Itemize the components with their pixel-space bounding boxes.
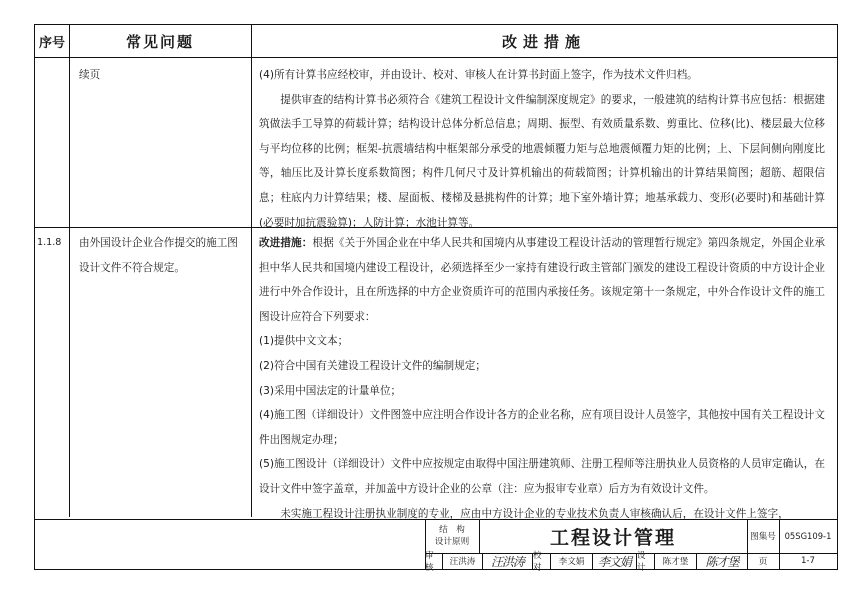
row2-item-4: (4)施工图（详细设计）文件图签中应注明合作设计各方的企业名称，应有项目设计人员签字，其他按中国有关工程设计文件出图规定办理； (259, 409, 825, 446)
column-divider-1 (69, 25, 70, 517)
titleblock-title: 工程设计管理 (549, 526, 676, 549)
row2-problem-text: 由外国设计企业合作提交的施工图设计文件不符合规定。 (79, 237, 238, 274)
row2-item-2: (2)符合中国有关建设工程设计文件的编制规定； (259, 359, 486, 372)
row2-item-1: (1)提供中文文本； (259, 335, 349, 348)
row2-intro-paragraph (259, 231, 825, 329)
page-number: 1-7 (800, 556, 816, 566)
check-signature (593, 553, 637, 569)
design-label: 设计 (637, 553, 655, 569)
header-common-problems: 常见问题 (125, 32, 194, 51)
atlas-number: 05SG109-1 (784, 531, 832, 541)
row1-paragraph-2: 提供审查的结构计算书必须符合《建筑工程设计文件编制深度规定》的要求，一般建筑的结构计算书应包括：根据建筑做法手工导算的荷载计算；结构设计总体分析总信息；周期、振型、有效质量系数、剪重比、位移(比)、楼层最大位移与平均位移的比例；框架-抗震墙结构中框架部分承受的地震倾覆力矩与总地震倾覆力矩的比例；上、下层间侧向刚度比等，轴压比及计算长度系数简图；构件几何尺寸及计算机输出的荷载简图；计算机输出的计算结果简图；超筋、超限信息；柱底内力计算结果；楼、屋面板、楼梯及悬挑构件的计算；地下室外墙计算；地基承载力、变形(必要时)和基础计算(必要时加抗震验算)；人防计算；水池计算等。 (259, 93, 825, 229)
row2-seq-no: 1.1.8 (37, 237, 62, 248)
row2-problem (79, 231, 245, 280)
drawing-sheet (34, 24, 838, 573)
header-seq-no: 序号 (38, 35, 65, 51)
check-name: 李文娟 (551, 553, 593, 569)
check-signature-mark: 李文娟 (597, 554, 631, 569)
header-rule (35, 57, 837, 58)
header-improvement-measures: 改进措施 (501, 32, 586, 51)
check-label: 校对 (533, 553, 551, 569)
design-signature-mark: 陈才堡 (705, 554, 739, 569)
design-signature (697, 553, 747, 569)
row2-item-5: (5)施工图设计（详细设计）文件中应按规定由取得中国注册建筑师、注册工程师等注册执业人员资格的人员审定确认，在设计文件中签字盖章，并加盖中方设计企业的公章（注：应为报审专业章）后方为有效设计文件。 (259, 458, 825, 495)
row1-paragraph-1: (4)所有计算书应经校审，并由设计、校对、审核人在计算书封面上签字，作为技术文件归档。 (259, 69, 698, 81)
titleblock-category (425, 519, 479, 553)
review-signature (483, 553, 533, 569)
review-signature-mark: 汪洪涛 (490, 554, 524, 569)
row2-intro-text: 根据《关于外国企业在中华人民共和国境内从事建设工程设计活动的管理暂行规定》第四条规定，外国企业承担中华人民共和国境内建设工程设计，必须选择至少一家持有建设行政主管部门颁发的建设工程设计资质的中方设计企业进行中外合作设计，且在所选择的中方企业资质许可的范围内承接任务。该规定第十一条规定，中外合作设计文件的施工图设计应符合下列要求： (259, 237, 825, 323)
row2-lead-label: 改进措施： (259, 237, 313, 249)
category-line-1: 结 构 (439, 525, 465, 535)
review-label: 审核 (425, 553, 443, 569)
row1-measures (259, 63, 825, 235)
category-line-2: 设计原则 (434, 537, 470, 547)
design-name: 陈才堡 (655, 553, 697, 569)
title-block (425, 519, 837, 573)
row2-last-paragraph: 未实施工程设计注册执业制度的专业，应由中方设计企业的专业技术负责人审核确认后，在设计文件上签字， (280, 507, 789, 520)
row1-problem: 续页 (79, 69, 101, 81)
column-divider-2 (251, 25, 252, 517)
row2-measures (259, 231, 825, 526)
atlas-number-label: 图集号 (750, 532, 776, 542)
row2-item-3: (3)采用中国法定的计量单位； (259, 384, 402, 397)
page-label: 页 (758, 557, 768, 567)
review-name: 汪洪涛 (443, 553, 483, 569)
